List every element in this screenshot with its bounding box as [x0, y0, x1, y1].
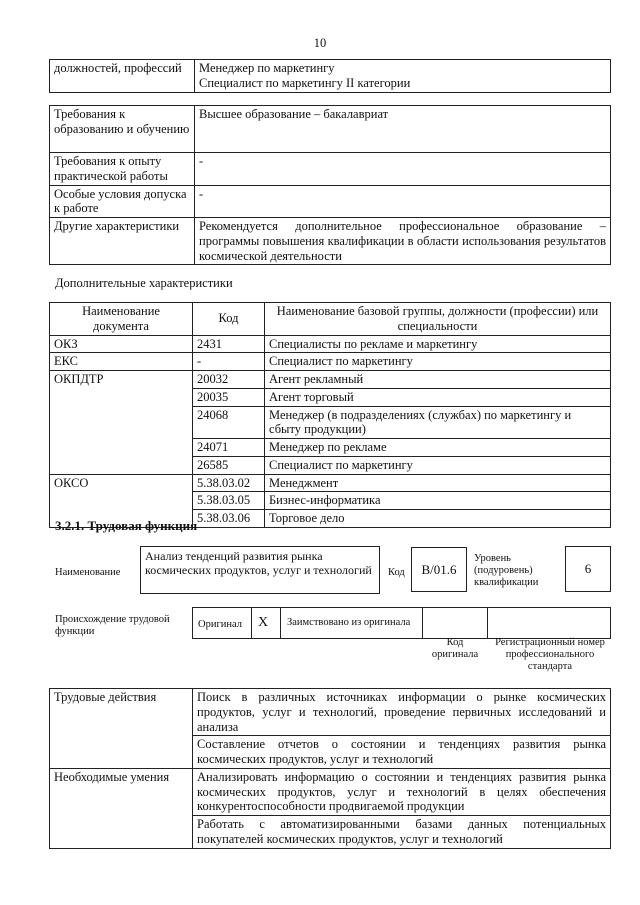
header-code: Код — [193, 303, 265, 336]
original-mark: X — [258, 615, 269, 630]
position-1: Менеджер по маркетингу — [199, 61, 335, 75]
row-doc: ОКЗ — [50, 335, 193, 353]
row-code: 5.38.03.06 — [193, 510, 265, 528]
row-code: 5.38.03.02 — [193, 474, 265, 492]
function-name-value: Анализ тенденций развития рынка космических продуктов, услуг и технологий — [145, 549, 372, 578]
row-doc: ЕКС — [50, 353, 193, 371]
additional-table — [49, 302, 611, 528]
action-item: Составление отчетов о состоянии и тенденциях развития рынка космических продуктов, услуг и технологий — [193, 736, 611, 769]
actions-table — [49, 688, 611, 849]
row-name: Агент рекламный — [265, 371, 611, 389]
page-number: 10 — [313, 36, 327, 50]
row-code: 2431 — [193, 335, 265, 353]
row-name: Агент торговый — [265, 388, 611, 406]
row-doc: ОКПДТР — [50, 371, 193, 475]
position-2: Специалист по маркетингу II категории — [199, 75, 411, 90]
original-label: Оригинал — [198, 619, 242, 630]
row-code: 20035 — [193, 388, 265, 406]
skill-item: Анализировать информацию о состоянии и тенденциях развития рынка космических продуктов, услуг и технологий в целях обеспечения конкурентоспособности продвигаемой продукции — [193, 768, 611, 815]
row-name: Менеджер (в подразделениях (службах) по маркетингу и сбыту продукции) — [265, 406, 611, 439]
req-label-education: Требования к образованию и обучению — [50, 106, 195, 153]
original-divider — [251, 607, 252, 638]
req-value-other: Рекомендуется дополнительное профессиональное образование – программы повышения квалификации в области использования результатов космической деятельности — [195, 218, 611, 265]
skill-item: Работать с автоматизированными базами данных потенциальных покупателей космических продуктов, услуг и технологий — [193, 816, 611, 849]
row-code: 24071 — [193, 439, 265, 457]
req-label-other: Другие характеристики — [50, 218, 195, 265]
actions-label: Трудовые действия — [50, 689, 193, 769]
function-name-label: Наименование — [55, 567, 121, 578]
function-name-box — [140, 546, 380, 594]
row-doc: ОКСО — [50, 474, 193, 527]
row-code: 20032 — [193, 371, 265, 389]
row-name: Бизнес-информатика — [265, 492, 611, 510]
code-original-caption: Код оригинала — [431, 637, 479, 661]
req-value-conditions: - — [195, 185, 611, 218]
row-name: Менеджер по рекламе — [265, 439, 611, 457]
level-label: Уровень (подуровень) квалификации — [474, 553, 539, 589]
req-value-experience: - — [195, 153, 611, 186]
skills-label: Необходимые умения — [50, 768, 193, 848]
level-box — [565, 546, 611, 592]
row-name: Специалист по маркетингу — [265, 353, 611, 371]
row-name: Специалисты по рекламе и маркетингу — [265, 335, 611, 353]
function-code-value: В/01.6 — [421, 561, 457, 577]
origin-label: Происхождение трудовой функции — [55, 614, 170, 638]
row-code: 5.38.03.05 — [193, 492, 265, 510]
req-label-conditions: Особые условия допуска к работе — [50, 185, 195, 218]
reg-number-caption: Регистрационный номер профессионального стандарта — [495, 637, 605, 673]
borrowed-divider — [422, 607, 423, 638]
header-doc: Наименование документа — [50, 303, 193, 336]
function-heading: 3.2.1. Трудовая функция — [55, 518, 198, 533]
row-name: Менеджмент — [265, 474, 611, 492]
positions-table — [49, 59, 611, 93]
row-code: 24068 — [193, 406, 265, 439]
level-value: 6 — [584, 561, 592, 577]
positions-label: должностей, профессий — [50, 60, 195, 93]
row-name: Торговое дело — [265, 510, 611, 528]
row-code: - — [193, 353, 265, 371]
action-item: Поиск в различных источниках информации о рынке космических продуктов, услуг и технологий, проведение первичных исследований и анализа — [193, 689, 611, 736]
req-value-education: Высшее образование – бакалавриат — [195, 106, 611, 153]
requirements-table — [49, 105, 611, 265]
borrowed-label: Заимствовано из оригинала — [287, 617, 411, 628]
header-name: Наименование базовой группы, должности (профессии) или специальности — [265, 303, 611, 336]
mark-divider — [280, 607, 281, 638]
row-name: Специалист по маркетингу — [265, 456, 611, 474]
code-original-divider — [487, 607, 488, 638]
additional-title: Дополнительные характеристики — [55, 276, 233, 290]
positions-values — [195, 60, 611, 93]
function-code-label: Код — [388, 567, 405, 578]
function-code-box — [411, 547, 467, 592]
row-code: 26585 — [193, 456, 265, 474]
req-label-experience: Требования к опыту практической работы — [50, 153, 195, 186]
